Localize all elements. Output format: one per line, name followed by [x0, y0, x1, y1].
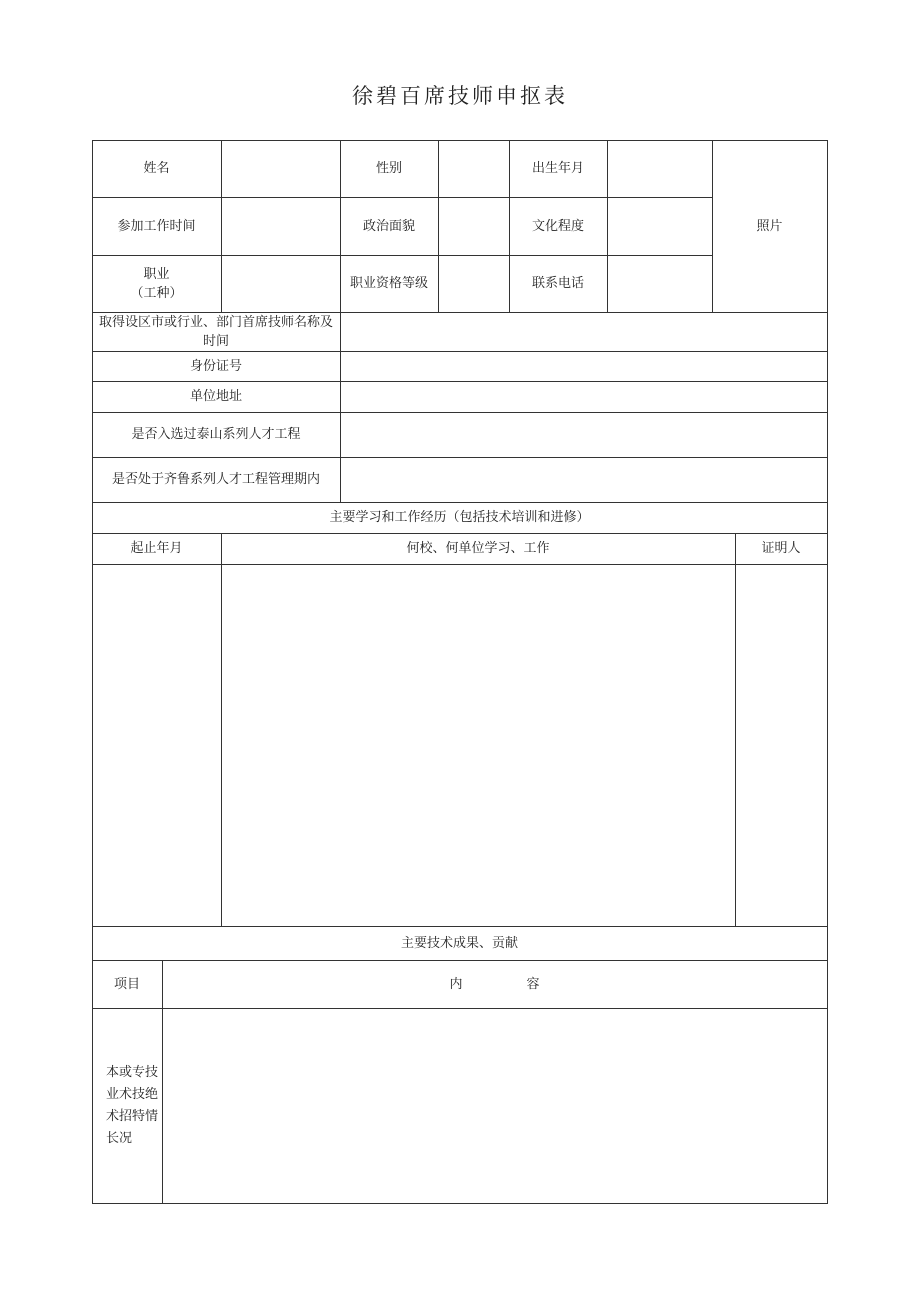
photo-box[interactable] — [712, 140, 827, 312]
qualification-field[interactable] — [438, 255, 509, 312]
gender-field[interactable] — [438, 140, 509, 197]
achievements-col-content-b: 容 — [526, 976, 540, 992]
experience-where-field[interactable] — [221, 564, 735, 926]
education-label: 文化程度 — [531, 218, 584, 234]
achievements-section-title: 主要技术成果、贡献 — [400, 935, 518, 951]
page-title: 徐碧百席技师申抠表 — [352, 84, 568, 108]
politics-field[interactable] — [438, 197, 509, 255]
experience-section-title: 主要学习和工作经历（包括技术培训和进修） — [329, 510, 590, 525]
id-field[interactable] — [340, 351, 827, 381]
achievements-row1-label-cell — [92, 1008, 162, 1203]
gender-label: 性别 — [375, 161, 402, 176]
id-label: 身份证号 — [189, 358, 242, 374]
qilu-label: 是否处于齐鲁系列人才工程管理期内 — [111, 472, 320, 487]
name-label: 姓名 — [143, 161, 170, 176]
occupation-label-line1: 职业 — [143, 266, 170, 282]
achievements-col-item: 项目 — [113, 976, 140, 992]
experience-col-where: 何校、何单位学习、工作 — [406, 541, 550, 556]
experience-col-witness: 证明人 — [761, 541, 801, 556]
taishan-label: 是否入选过泰山系列人才工程 — [131, 427, 301, 442]
work-start-label: 参加工作时间 — [117, 218, 196, 234]
qilu-field[interactable] — [340, 457, 827, 502]
employer-label: 单位地址 — [189, 389, 242, 404]
achievements-row1-content-field[interactable] — [162, 1008, 827, 1203]
work-start-field[interactable] — [221, 197, 340, 255]
photo-label: 照片 — [756, 218, 783, 234]
experience-col-period: 起止年月 — [130, 541, 183, 556]
achievements-col-content — [162, 960, 827, 1008]
occupation-label — [92, 255, 221, 312]
phone-field[interactable] — [607, 255, 712, 312]
experience-period-field[interactable] — [92, 564, 221, 926]
name-field[interactable] — [221, 140, 340, 197]
chief-title-label: 取得设区市或行业、部门首席技师名称及时间 — [98, 314, 333, 349]
occupation-field[interactable] — [221, 255, 340, 312]
phone-label: 联系电话 — [531, 276, 584, 291]
politics-label: 政治面貌 — [362, 218, 415, 234]
achievements-col-content-a: 内 — [449, 976, 463, 992]
taishan-field[interactable] — [340, 412, 827, 457]
achievements-row1-label: 本或专技业术技绝术招特情长况 — [106, 1064, 159, 1146]
employer-field[interactable] — [340, 381, 827, 412]
birth-label: 出生年月 — [531, 161, 584, 176]
qualification-label: 职业资格等级 — [349, 276, 428, 291]
experience-witness-field[interactable] — [735, 564, 827, 926]
birth-field[interactable] — [607, 140, 712, 197]
occupation-label-line2: （工种） — [130, 285, 183, 301]
chief-title-field[interactable] — [340, 312, 827, 351]
education-field[interactable] — [607, 197, 712, 255]
